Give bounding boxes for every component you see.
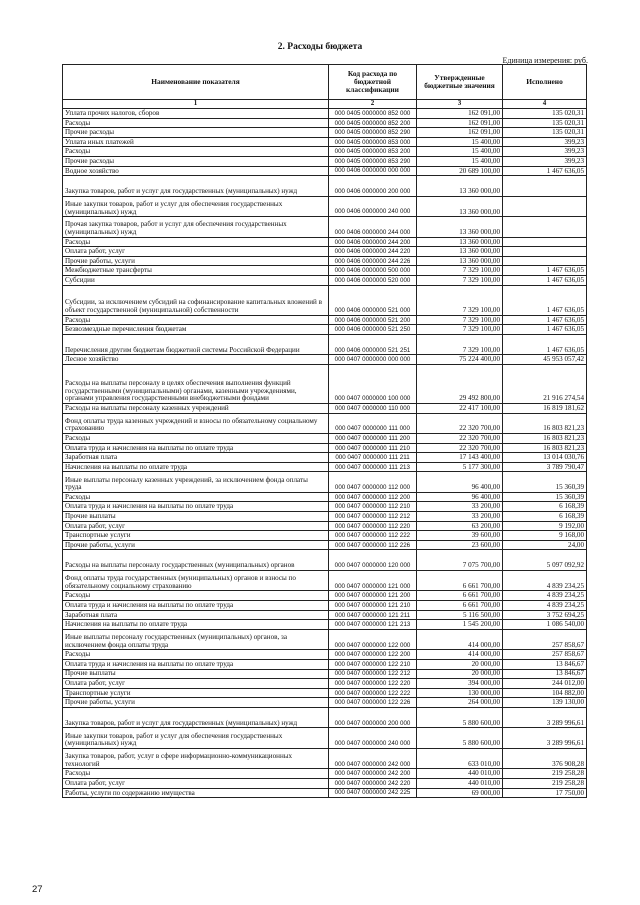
row-executed-amount: 9 168,00 [503, 531, 587, 541]
row-executed-amount: 5 097 092,92 [503, 550, 587, 571]
row-code: 000 0407 0000000 121 213 [329, 620, 417, 630]
row-name: Оплата труда и начисления на выплаты по оплате труда [63, 443, 329, 453]
row-code: 000 0406 0000000 244 220 [329, 247, 417, 257]
row-approved-amount: 6 661 700,00 [417, 570, 503, 591]
table-row [63, 688, 587, 698]
row-approved-amount: 13 360 000,00 [417, 247, 503, 257]
row-approved-amount: 69 000,00 [417, 788, 503, 798]
budget-expenses-table [62, 64, 587, 798]
row-approved-amount: 22 320 700,00 [417, 443, 503, 453]
header-executed: Исполнено [503, 65, 587, 100]
table-row [63, 629, 587, 650]
row-approved-amount: 20 000,00 [417, 669, 503, 679]
row-name: Заработная плата [63, 610, 329, 620]
row-name: Оплата работ, услуг [63, 521, 329, 531]
row-code: 000 0407 0000000 122 222 [329, 688, 417, 698]
table-row [63, 610, 587, 620]
row-code: 000 0406 0000000 521 200 [329, 315, 417, 325]
row-name: Расходы [63, 769, 329, 779]
table-row [63, 540, 587, 550]
row-executed-amount: 16 803 821,23 [503, 434, 587, 444]
row-approved-amount: 130 000,00 [417, 688, 503, 698]
table-row [63, 256, 587, 266]
table-row [63, 620, 587, 630]
table-row [63, 325, 587, 335]
row-name: Субсидии [63, 276, 329, 286]
row-code: 000 0406 0000000 244 226 [329, 256, 417, 266]
table-row [63, 669, 587, 679]
row-approved-amount: 13 360 000,00 [417, 176, 503, 197]
row-name: Заработная плата [63, 453, 329, 463]
row-name: Расходы [63, 591, 329, 601]
row-executed-amount: 135 020,31 [503, 128, 587, 138]
row-name: Прочие расходы [63, 156, 329, 166]
row-executed-amount: 1 467 636,05 [503, 166, 587, 176]
row-approved-amount: 29 492 800,00 [417, 364, 503, 403]
row-code: 000 0407 0000000 122 210 [329, 659, 417, 669]
row-executed-amount: 16 803 821,23 [503, 413, 587, 434]
row-executed-amount: 15 360,39 [503, 492, 587, 502]
row-executed-amount: 9 192,00 [503, 521, 587, 531]
table-row [63, 403, 587, 413]
row-approved-amount: 633 010,00 [417, 748, 503, 769]
row-name: Фонд оплаты труда казенных учреждений и взносы по обязательному социальному страхованию [63, 413, 329, 434]
row-executed-amount: 219 258,28 [503, 769, 587, 779]
row-code: 000 0407 0000000 111 211 [329, 453, 417, 463]
row-name: Оплата работ, услуг [63, 247, 329, 257]
row-code: 000 0407 0000000 111 200 [329, 434, 417, 444]
row-name: Транспортные услуги [63, 688, 329, 698]
table-row [63, 788, 587, 798]
row-executed-amount: 6 168,39 [503, 502, 587, 512]
row-approved-amount: 414 000,00 [417, 629, 503, 650]
row-name: Уплата иных платежей [63, 137, 329, 147]
row-code: 000 0407 0000000 242 200 [329, 769, 417, 779]
row-name: Прочие расходы [63, 128, 329, 138]
row-executed-amount: 16 803 821,23 [503, 443, 587, 453]
table-row [63, 285, 587, 315]
row-name: Уплата прочих налогов, сборов [63, 109, 329, 119]
table-row [63, 413, 587, 434]
row-approved-amount: 7 329 100,00 [417, 266, 503, 276]
table-row [63, 266, 587, 276]
row-code: 000 0406 0000000 244 200 [329, 237, 417, 247]
row-approved-amount: 13 360 000,00 [417, 217, 503, 238]
row-executed-amount: 1 467 636,05 [503, 266, 587, 276]
row-code: 000 0406 0000000 244 000 [329, 217, 417, 238]
row-code: 000 0407 0000000 122 200 [329, 650, 417, 660]
row-approved-amount: 162 091,00 [417, 128, 503, 138]
row-code: 000 0407 0000000 120 000 [329, 550, 417, 571]
row-approved-amount: 7 329 100,00 [417, 334, 503, 355]
row-name: Межбюджетные трансферты [63, 266, 329, 276]
row-code: 000 0406 0000000 000 000 [329, 166, 417, 176]
header-code: Код расхода по бюджетной классификации [329, 65, 417, 100]
row-executed-amount: 3 752 694,25 [503, 610, 587, 620]
row-approved-amount: 22 320 700,00 [417, 434, 503, 444]
row-approved-amount: 7 329 100,00 [417, 285, 503, 315]
row-executed-amount [503, 247, 587, 257]
table-row [63, 315, 587, 325]
row-approved-amount: 5 116 500,00 [417, 610, 503, 620]
row-name: Перечисления другим бюджетам бюджетной системы Российской Федерации [63, 334, 329, 355]
row-approved-amount: 15 400,00 [417, 137, 503, 147]
row-name: Оплата труда и начисления на выплаты по оплате труда [63, 502, 329, 512]
table-row [63, 650, 587, 660]
row-code: 000 0407 0000000 100 000 [329, 364, 417, 403]
row-name: Прочие выплаты [63, 669, 329, 679]
row-executed-amount: 399,23 [503, 137, 587, 147]
column-number-2: 2 [329, 100, 417, 109]
row-executed-amount: 21 916 274,54 [503, 364, 587, 403]
row-code: 000 0407 0000000 112 200 [329, 492, 417, 502]
row-code: 000 0406 0000000 240 000 [329, 196, 417, 217]
row-name: Начисления на выплаты по оплате труда [63, 620, 329, 630]
row-executed-amount: 244 012,00 [503, 679, 587, 689]
row-name: Расходы [63, 492, 329, 502]
row-name: Расходы на выплаты персоналу в целях обеспечения выполнения функций государственными (муниципальными) органами, казенными учреждениями, органами управления государственными внебюджетными фондами [63, 364, 329, 403]
row-executed-amount [503, 237, 587, 247]
table-row [63, 512, 587, 522]
row-code: 000 0407 0000000 112 226 [329, 540, 417, 550]
row-executed-amount: 399,23 [503, 147, 587, 157]
row-name: Расходы [63, 237, 329, 247]
row-executed-amount: 1 467 636,05 [503, 325, 587, 335]
row-executed-amount: 139 130,00 [503, 698, 587, 708]
row-executed-amount: 15 360,39 [503, 472, 587, 493]
row-code: 000 0407 0000000 110 000 [329, 403, 417, 413]
row-name: Лесное хозяйство [63, 355, 329, 365]
row-executed-amount: 135 020,31 [503, 109, 587, 119]
table-row [63, 472, 587, 493]
row-approved-amount: 15 400,00 [417, 147, 503, 157]
row-executed-amount: 104 882,00 [503, 688, 587, 698]
row-approved-amount: 33 200,00 [417, 502, 503, 512]
row-approved-amount: 96 400,00 [417, 472, 503, 493]
row-name: Расходы [63, 315, 329, 325]
row-name: Закупка товаров, работ и услуг для государственных (муниципальных) нужд [63, 707, 329, 728]
table-row [63, 601, 587, 611]
row-name: Прочие выплаты [63, 512, 329, 522]
row-code: 000 0406 0000000 500 000 [329, 266, 417, 276]
row-executed-amount: 219 258,28 [503, 778, 587, 788]
row-name: Начисления на выплаты по оплате труда [63, 462, 329, 472]
row-code: 000 0406 0000000 200 000 [329, 176, 417, 197]
row-code: 000 0406 0000000 521 250 [329, 325, 417, 335]
row-name: Водное хозяйство [63, 166, 329, 176]
row-code: 000 0405 0000000 853 290 [329, 156, 417, 166]
row-approved-amount: 162 091,00 [417, 118, 503, 128]
table-row [63, 137, 587, 147]
row-code: 000 0407 0000000 111 000 [329, 413, 417, 434]
row-name: Прочие работы, услуги [63, 256, 329, 266]
row-name: Фонд оплаты труда государственных (муниципальных) органов и взносы по обязательному социальному страхованию [63, 570, 329, 591]
row-name: Иные закупки товаров, работ и услуг для обеспечения государственных (муниципальных) нужд [63, 728, 329, 749]
table-row [63, 728, 587, 749]
row-name: Прочие работы, услуги [63, 540, 329, 550]
row-executed-amount: 3 789 790,47 [503, 462, 587, 472]
row-name: Иные выплаты персоналу государственных (муниципальных) органов, за исключением фонда оплаты труда [63, 629, 329, 650]
row-code: 000 0407 0000000 121 200 [329, 591, 417, 601]
row-executed-amount: 3 289 996,61 [503, 707, 587, 728]
table-row [63, 769, 587, 779]
column-number-4: 4 [503, 100, 587, 109]
table-row [63, 247, 587, 257]
row-code: 000 0405 0000000 853 200 [329, 147, 417, 157]
row-code: 000 0407 0000000 242 225 [329, 788, 417, 798]
row-code: 000 0407 0000000 122 226 [329, 698, 417, 708]
row-approved-amount: 7 329 100,00 [417, 315, 503, 325]
table-row [63, 698, 587, 708]
section-title: 2. Расходы бюджета [277, 42, 363, 52]
row-approved-amount: 264 000,00 [417, 698, 503, 708]
row-approved-amount: 7 329 100,00 [417, 276, 503, 286]
row-name: Иные выплаты персоналу казенных учреждений, за исключением фонда оплаты труда [63, 472, 329, 493]
row-name: Расходы [63, 650, 329, 660]
table-row [63, 550, 587, 571]
row-approved-amount: 7 075 700,00 [417, 550, 503, 571]
row-code: 000 0407 0000000 200 000 [329, 707, 417, 728]
table-row [63, 748, 587, 769]
table-row [63, 237, 587, 247]
row-approved-amount: 75 224 400,00 [417, 355, 503, 365]
row-approved-amount: 440 010,00 [417, 778, 503, 788]
table-row [63, 355, 587, 365]
row-approved-amount: 1 545 200,00 [417, 620, 503, 630]
row-code: 000 0407 0000000 121 210 [329, 601, 417, 611]
row-name: Транспортные услуги [63, 531, 329, 541]
row-approved-amount: 13 360 000,00 [417, 237, 503, 247]
row-approved-amount: 5 880 600,00 [417, 707, 503, 728]
table-row [63, 591, 587, 601]
row-approved-amount: 20 689 100,00 [417, 166, 503, 176]
row-approved-amount: 6 661 700,00 [417, 601, 503, 611]
row-executed-amount: 135 020,31 [503, 118, 587, 128]
row-code: 000 0405 0000000 852 290 [329, 128, 417, 138]
row-code: 000 0407 0000000 112 220 [329, 521, 417, 531]
row-approved-amount: 5 880 600,00 [417, 728, 503, 749]
table-row [63, 128, 587, 138]
table-row [63, 492, 587, 502]
table-row [63, 443, 587, 453]
row-name: Оплата труда и начисления на выплаты по оплате труда [63, 601, 329, 611]
row-name: Иные закупки товаров, работ и услуг для обеспечения государственных (муниципальных) нужд [63, 196, 329, 217]
row-executed-amount: 45 953 057,42 [503, 355, 587, 365]
table-row [63, 176, 587, 197]
row-code: 000 0407 0000000 112 210 [329, 502, 417, 512]
row-executed-amount: 13 846,67 [503, 659, 587, 669]
table-row [63, 156, 587, 166]
table-row [63, 659, 587, 669]
row-code: 000 0405 0000000 852 000 [329, 109, 417, 119]
row-executed-amount: 257 858,67 [503, 629, 587, 650]
table-row [63, 118, 587, 128]
column-number-3: 3 [417, 100, 503, 109]
row-name: Расходы на выплаты персоналу государственных (муниципальных) органов [63, 550, 329, 571]
row-name: Безвозмездные перечисления бюджетам [63, 325, 329, 335]
row-code: 000 0407 0000000 112 222 [329, 531, 417, 541]
row-approved-amount: 17 143 400,00 [417, 453, 503, 463]
row-code: 000 0407 0000000 240 000 [329, 728, 417, 749]
row-code: 000 0406 0000000 520 000 [329, 276, 417, 286]
row-name: Закупка товаров, работ и услуг для государственных (муниципальных) нужд [63, 176, 329, 197]
row-executed-amount: 6 168,39 [503, 512, 587, 522]
row-name: Прочая закупка товаров, работ и услуг для обеспечения государственных (муниципальных) нужд [63, 217, 329, 238]
header-name: Наименование показателя [63, 65, 329, 100]
row-executed-amount: 24,00 [503, 540, 587, 550]
row-name: Оплата работ, услуг [63, 679, 329, 689]
row-executed-amount: 4 839 234,25 [503, 591, 587, 601]
row-code: 000 0405 0000000 853 000 [329, 137, 417, 147]
row-code: 000 0407 0000000 000 000 [329, 355, 417, 365]
table-row [63, 434, 587, 444]
table-row [63, 462, 587, 472]
row-code: 000 0407 0000000 112 000 [329, 472, 417, 493]
row-approved-amount: 15 400,00 [417, 156, 503, 166]
row-executed-amount: 399,23 [503, 156, 587, 166]
table-row [63, 707, 587, 728]
row-approved-amount: 7 329 100,00 [417, 325, 503, 335]
column-number-1: 1 [63, 100, 329, 109]
page-number: 27 [32, 884, 43, 895]
row-approved-amount: 13 360 000,00 [417, 196, 503, 217]
row-executed-amount [503, 217, 587, 238]
row-approved-amount: 22 417 100,00 [417, 403, 503, 413]
row-approved-amount: 162 091,00 [417, 109, 503, 119]
row-approved-amount: 22 320 700,00 [417, 413, 503, 434]
row-name: Расходы [63, 147, 329, 157]
row-code: 000 0405 0000000 852 200 [329, 118, 417, 128]
row-code: 000 0407 0000000 122 212 [329, 669, 417, 679]
row-code: 000 0406 0000000 521 000 [329, 285, 417, 315]
table-row [63, 778, 587, 788]
row-code: 000 0407 0000000 242 220 [329, 778, 417, 788]
table-row [63, 334, 587, 355]
row-approved-amount: 39 600,00 [417, 531, 503, 541]
row-approved-amount: 23 600,00 [417, 540, 503, 550]
table-row [63, 453, 587, 463]
row-approved-amount: 414 000,00 [417, 650, 503, 660]
row-approved-amount: 13 360 000,00 [417, 256, 503, 266]
row-executed-amount: 17 750,00 [503, 788, 587, 798]
row-approved-amount: 440 010,00 [417, 769, 503, 779]
table-row [63, 364, 587, 403]
row-code: 000 0407 0000000 242 000 [329, 748, 417, 769]
row-name: Закупка товаров, работ, услуг в сфере информационно-коммуникационных технологий [63, 748, 329, 769]
row-approved-amount: 6 661 700,00 [417, 591, 503, 601]
row-code: 000 0407 0000000 121 211 [329, 610, 417, 620]
row-executed-amount: 4 839 234,25 [503, 570, 587, 591]
table-row [63, 521, 587, 531]
row-name: Субсидии, за исключением субсидий на софинансирование капитальных вложений в объект государственной (муниципальной) собственности [63, 285, 329, 315]
row-approved-amount: 96 400,00 [417, 492, 503, 502]
row-code: 000 0407 0000000 111 210 [329, 443, 417, 453]
row-name: Расходы [63, 118, 329, 128]
row-executed-amount: 1 467 636,05 [503, 315, 587, 325]
row-executed-amount: 3 289 996,61 [503, 728, 587, 749]
row-executed-amount: 257 858,67 [503, 650, 587, 660]
table-row [63, 679, 587, 689]
row-executed-amount: 376 908,28 [503, 748, 587, 769]
table-row [63, 531, 587, 541]
row-executed-amount: 1 467 636,05 [503, 334, 587, 355]
row-executed-amount [503, 256, 587, 266]
row-code: 000 0407 0000000 122 220 [329, 679, 417, 689]
row-code: 000 0407 0000000 112 212 [329, 512, 417, 522]
row-name: Оплата работ, услуг [63, 778, 329, 788]
row-name: Работы, услуги по содержанию имущества [63, 788, 329, 798]
row-executed-amount: 1 467 636,05 [503, 285, 587, 315]
unit-label: Единица измерения: руб. [502, 56, 588, 65]
row-executed-amount: 1 086 540,00 [503, 620, 587, 630]
row-executed-amount: 13 014 030,76 [503, 453, 587, 463]
table-row [63, 147, 587, 157]
row-executed-amount: 4 839 234,25 [503, 601, 587, 611]
table-row [63, 166, 587, 176]
row-approved-amount: 20 000,00 [417, 659, 503, 669]
row-approved-amount: 394 000,00 [417, 679, 503, 689]
header-approved: Утвержденные бюджетные значения [417, 65, 503, 100]
row-name: Расходы [63, 434, 329, 444]
table-row [63, 109, 587, 119]
row-approved-amount: 33 200,00 [417, 512, 503, 522]
row-approved-amount: 5 177 300,00 [417, 462, 503, 472]
row-executed-amount [503, 196, 587, 217]
row-executed-amount: 16 819 181,62 [503, 403, 587, 413]
row-name: Расходы на выплаты персоналу казенных учреждений [63, 403, 329, 413]
row-code: 000 0406 0000000 521 251 [329, 334, 417, 355]
row-code: 000 0407 0000000 122 000 [329, 629, 417, 650]
row-name: Оплата труда и начисления на выплаты по оплате труда [63, 659, 329, 669]
row-executed-amount: 1 467 636,05 [503, 276, 587, 286]
row-executed-amount [503, 176, 587, 197]
row-code: 000 0407 0000000 111 213 [329, 462, 417, 472]
row-approved-amount: 63 200,00 [417, 521, 503, 531]
table-row [63, 502, 587, 512]
table-row [63, 570, 587, 591]
table-row [63, 276, 587, 286]
table-row [63, 196, 587, 217]
table-row [63, 217, 587, 238]
row-executed-amount: 13 846,67 [503, 669, 587, 679]
row-code: 000 0407 0000000 121 000 [329, 570, 417, 591]
row-name: Прочие работы, услуги [63, 698, 329, 708]
